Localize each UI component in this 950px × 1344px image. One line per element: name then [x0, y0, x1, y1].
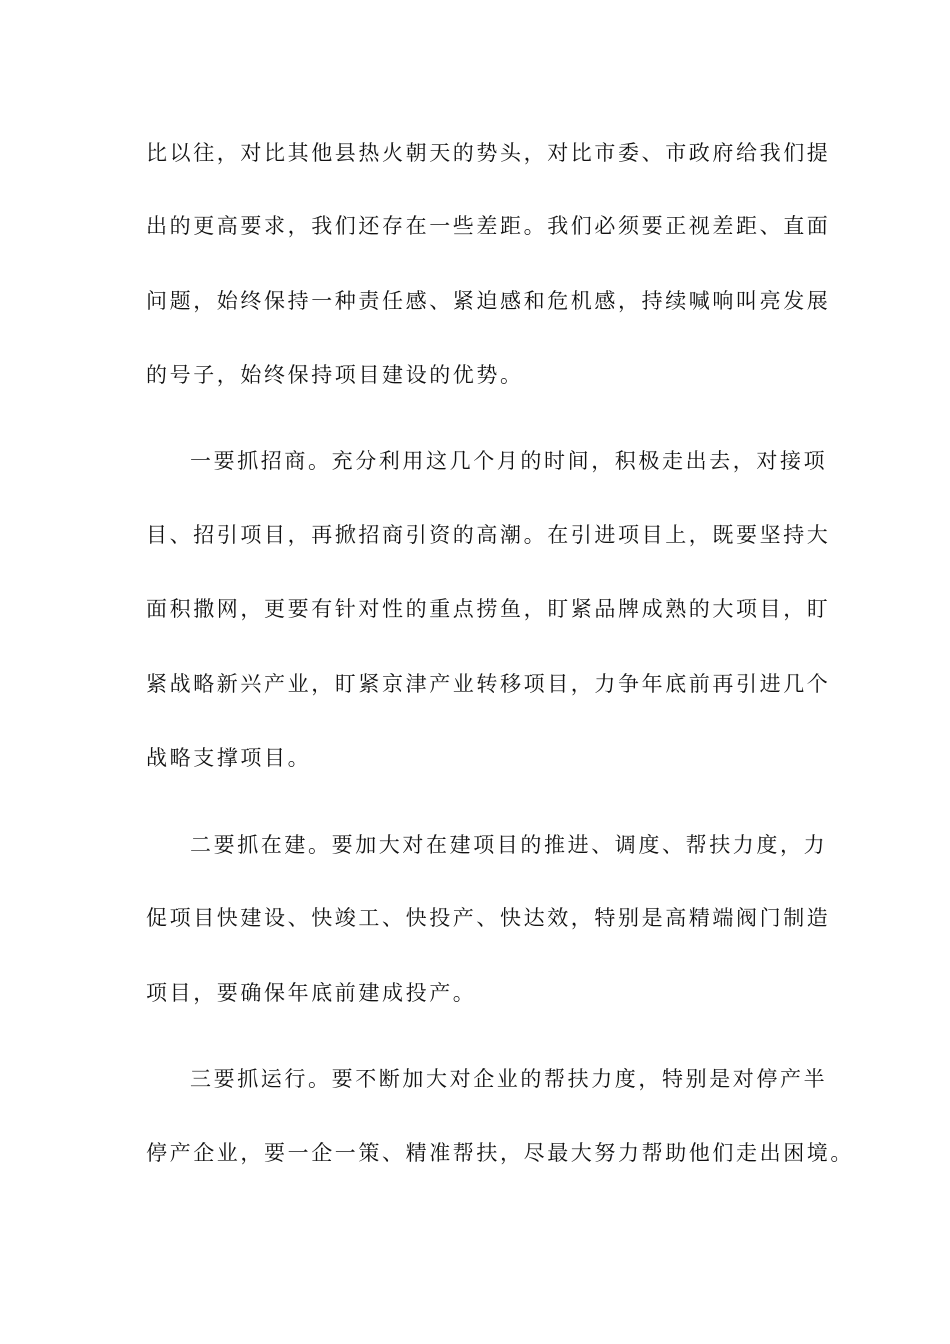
paragraph-1-line-4: 的号子，始终保持项目建设的优势。 — [146, 363, 524, 387]
paragraph-2-line-3: 面积撒网，更要有针对性的重点捞鱼，盯紧品牌成熟的大项目，盯 — [146, 597, 831, 621]
paragraph-4-line-1: 三要抓运行。要不断加大对企业的帮扶力度，特别是对停产半 — [190, 1067, 828, 1091]
paragraph-4-line-2: 停产企业，要一企一策、精准帮扶，尽最大努力帮助他们走出困境。 — [146, 1141, 854, 1165]
paragraph-2-line-4: 紧战略新兴产业，盯紧京津产业转移项目，力争年底前再引进几个 — [146, 672, 831, 696]
paragraph-3-line-3: 项目，要确保年底前建成投产。 — [146, 981, 477, 1005]
paragraph-2-line-2: 目、招引项目，再掀招商引资的高潮。在引进项目上，既要坚持大 — [146, 523, 831, 547]
paragraph-2-line-5: 战略支撑项目。 — [146, 746, 312, 770]
paragraph-2-line-1: 一要抓招商。充分利用这几个月的时间，积极走出去，对接项 — [190, 449, 828, 473]
paragraph-3-line-1: 二要抓在建。要加大对在建项目的推进、调度、帮扶力度，力 — [190, 833, 828, 857]
paragraph-3-line-2: 促项目快建设、快竣工、快投产、快达效，特别是高精端阀门制造 — [146, 906, 831, 930]
paragraph-1-line-1: 比以往，对比其他县热火朝天的势头，对比市委、市政府给我们提 — [146, 141, 831, 165]
paragraph-1-line-3: 问题，始终保持一种责任感、紧迫感和危机感，持续喊响叫亮发展 — [146, 289, 831, 313]
paragraph-1-line-2: 出的更高要求，我们还存在一些差距。我们必须要正视差距、直面 — [146, 214, 831, 238]
